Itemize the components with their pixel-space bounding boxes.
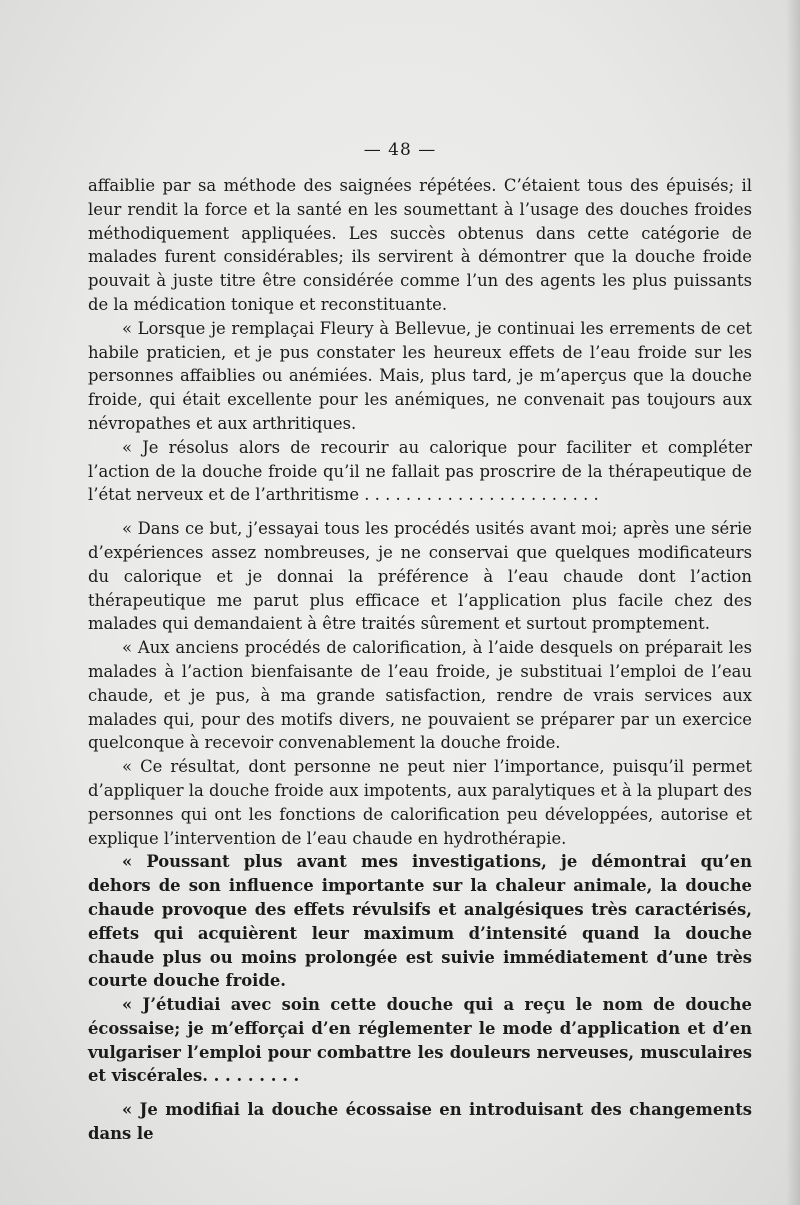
paragraph: « Ce résultat, dont personne ne peut nier l’importance, puisqu’il permet d’appliquer la douche froide aux impotents, aux paralytiques et à la plupart des personnes qui ont les fonctions de calorification peu développées, autorise et explique l’intervention de l’eau chaude en hydrothérapie.	[88, 757, 752, 848]
page-edge-shadow	[786, 0, 800, 1205]
paragraph: « Je résolus alors de recourir au calorique pour faciliter et compléter l’action de la douche froide qu’il ne fallait pas proscrire de la thérapeutique de l’état nerveux et de l’arthritisme . . . . . . . . . . . . . . . . . . . . . . .	[88, 437, 752, 505]
paragraph: « Je modifiai la douche écossaise en introduisant des changements dans le	[88, 1100, 752, 1144]
paragraph: « Poussant plus avant mes investigations, je démontrai qu’en dehors de son influence importante sur la chaleur animale, la douche chaude provoque des effets révulsifs et analgésiques très caractérisés, effets qui acquièrent leur maximum d’intensité quand la douche chaude plus ou moins prolongée est suivie immédiatement d’une très courte douche froide.	[88, 852, 752, 991]
body-text	[88, 174, 752, 1146]
paragraph: « Aux anciens procédés de calorification, à l’aide desquels on préparait les malades à l’action bienfaisante de l’eau froide, je substituai l’emploi de l’eau chaude, et je pus, à ma grande satisfaction, rendre de vrais services aux malades qui, pour des motifs divers, ne pouvaient se préparer par un exercice quelconque à recevoir convenablement la douche froide.	[88, 638, 752, 753]
paragraph: affaiblie par sa méthode des saignées répétées. C’étaient tous des épuisés; il leur rendit la force et la santé en les soumettant à l’usage des douches froides méthodiquement appliquées. Les succès obtenus dans cette catégorie de malades furent considérables; ils servirent à démontrer que la douche froide pouvait à juste titre être considérée comme l’un des agents les plus puissants de la médication tonique et reconstituante.	[88, 176, 752, 314]
paragraph: « Dans ce but, j’essayai tous les procédés usités avant moi; après une série d’expériences assez nombreuses, je ne conservai que quelques modificateurs du calorique et je donnai la préférence à l’eau chaude dont l’action thérapeutique me parut plus efficace et l’application plus facile chez des malades qui demandaient à être traités sûrement et surtout promptement.	[88, 519, 752, 634]
paragraph: « J’étudiai avec soin cette douche qui a reçu le nom de douche écossaise; je m’efforçai d’en réglementer le mode d’application et d’en vulgariser l’emploi pour combattre les douleurs nerveuses, musculaires et viscérales. . . . . . . . .	[88, 995, 752, 1086]
paragraph: « Lorsque je remplaçai Fleury à Bellevue, je continuai les errements de cet habile praticien, et je pus constater les heureux effets de l’eau froide sur les personnes affaiblies ou anémiées. Mais, plus tard, je m’aperçus que la douche froide, qui était excellente pour les anémiques, ne convenait pas toujours aux névropathes et aux arthritiques.	[88, 318, 752, 433]
page-number: — 48 —	[363, 140, 437, 160]
